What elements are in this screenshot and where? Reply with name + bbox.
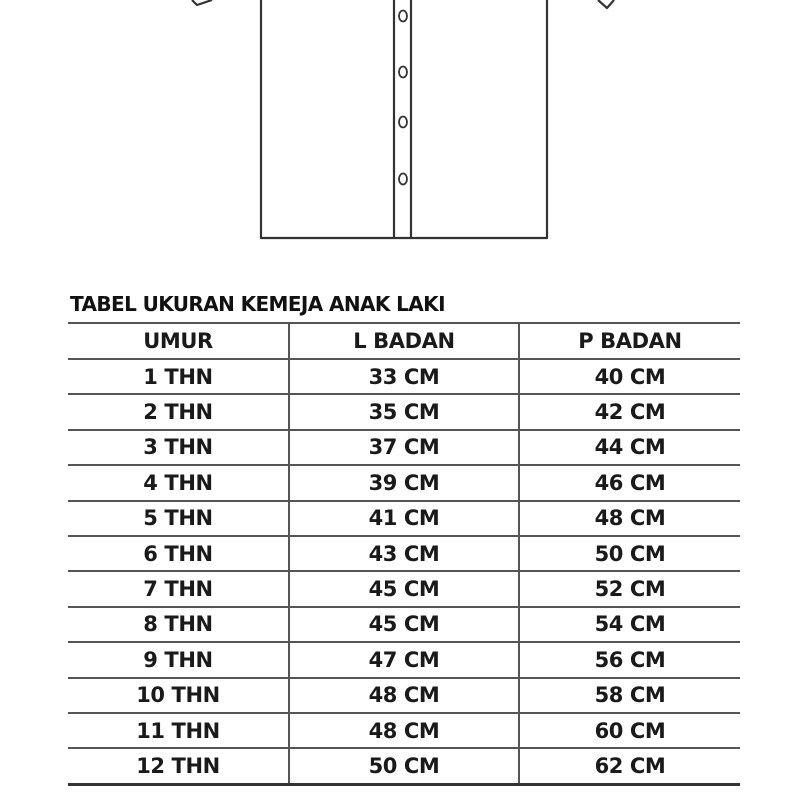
cell-chest-width: 50 CM — [289, 748, 519, 784]
table-row — [68, 748, 740, 784]
size-table — [68, 322, 740, 786]
shirt-button — [399, 117, 407, 128]
cell-age: 9 THN — [68, 642, 289, 677]
cell-age: 4 THN — [68, 465, 289, 500]
cell-body-length: 44 CM — [519, 430, 740, 465]
header-body-length: P BADAN — [519, 323, 740, 359]
table-row — [68, 465, 740, 500]
cell-body-length: 54 CM — [519, 607, 740, 642]
table-row — [68, 678, 740, 713]
table-row — [68, 394, 740, 429]
cell-age: 6 THN — [68, 536, 289, 571]
table-row — [68, 430, 740, 465]
table-row — [68, 713, 740, 748]
cell-age: 8 THN — [68, 607, 289, 642]
cell-age: 7 THN — [68, 571, 289, 606]
cell-chest-width: 33 CM — [289, 359, 519, 394]
cell-chest-width: 48 CM — [289, 713, 519, 748]
shirt-button — [399, 174, 407, 185]
cell-body-length: 40 CM — [519, 359, 740, 394]
table-row — [68, 536, 740, 571]
cell-age: 1 THN — [68, 359, 289, 394]
shirt-button — [399, 11, 407, 22]
table-header-row — [68, 323, 740, 359]
table-row — [68, 571, 740, 606]
left-sleeve-hint — [192, 0, 212, 5]
cell-age: 11 THN — [68, 713, 289, 748]
table-row — [68, 607, 740, 642]
cell-chest-width: 41 CM — [289, 501, 519, 536]
cell-age: 3 THN — [68, 430, 289, 465]
cell-age: 2 THN — [68, 394, 289, 429]
shirt-illustration — [0, 0, 800, 260]
cell-chest-width: 45 CM — [289, 571, 519, 606]
cell-body-length: 46 CM — [519, 465, 740, 500]
cell-chest-width: 43 CM — [289, 536, 519, 571]
cell-body-length: 48 CM — [519, 501, 740, 536]
table-row — [68, 501, 740, 536]
cell-age: 12 THN — [68, 748, 289, 784]
table-title: TABEL UKURAN KEMEJA ANAK LAKI — [70, 292, 445, 316]
cell-body-length: 42 CM — [519, 394, 740, 429]
cell-body-length: 60 CM — [519, 713, 740, 748]
header-chest-width: L BADAN — [289, 323, 519, 359]
cell-body-length: 50 CM — [519, 536, 740, 571]
cell-chest-width: 37 CM — [289, 430, 519, 465]
cell-chest-width: 45 CM — [289, 607, 519, 642]
cell-body-length: 58 CM — [519, 678, 740, 713]
cell-chest-width: 39 CM — [289, 465, 519, 500]
table-row — [68, 359, 740, 394]
header-age: UMUR — [68, 323, 289, 359]
cell-body-length: 52 CM — [519, 571, 740, 606]
size-chart — [68, 280, 740, 778]
cell-chest-width: 48 CM — [289, 678, 519, 713]
shirt-button — [399, 67, 407, 78]
table-row — [68, 642, 740, 677]
right-sleeve-hint — [598, 0, 614, 8]
cell-chest-width: 47 CM — [289, 642, 519, 677]
cell-age: 5 THN — [68, 501, 289, 536]
cell-chest-width: 35 CM — [289, 394, 519, 429]
cell-body-length: 62 CM — [519, 748, 740, 784]
cell-age: 10 THN — [68, 678, 289, 713]
cell-body-length: 56 CM — [519, 642, 740, 677]
